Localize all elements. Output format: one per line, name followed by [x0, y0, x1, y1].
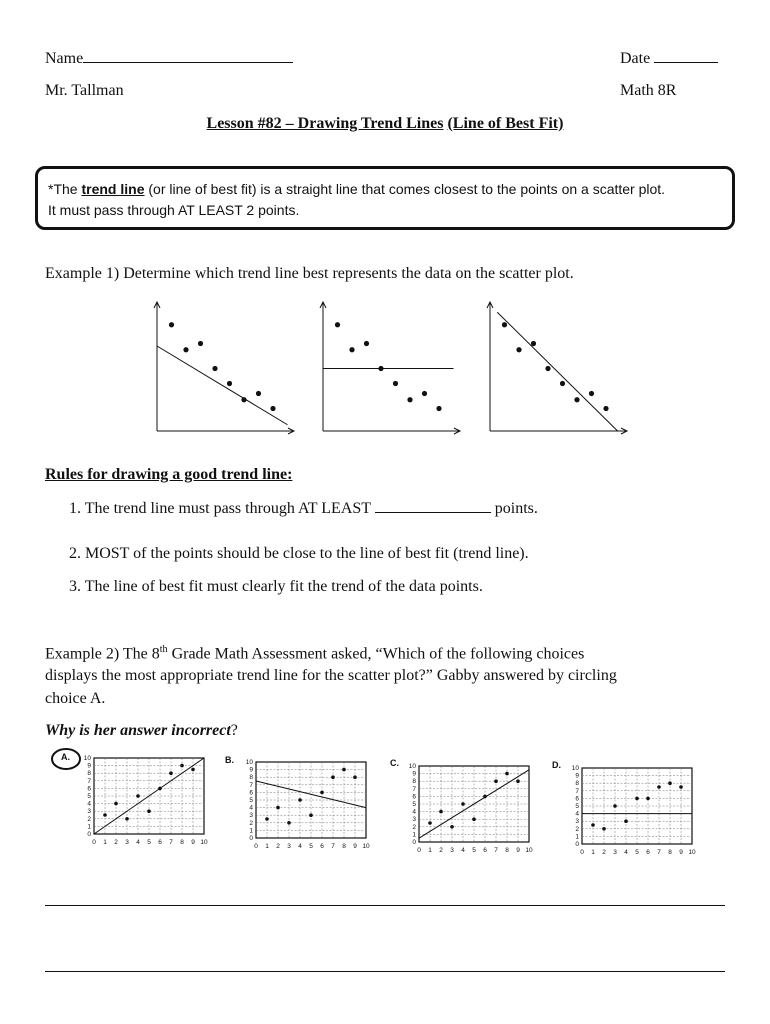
y-tick-label: 4: [412, 808, 416, 816]
y-tick-label: 2: [412, 823, 416, 831]
x-tick-label: 3: [125, 839, 129, 846]
data-point: [353, 775, 357, 779]
trend-line: [497, 312, 617, 431]
y-tick-label: 3: [87, 808, 91, 816]
y-tick-label: 3: [412, 816, 416, 824]
y-tick-label: 3: [249, 812, 253, 820]
x-tick-label: 2: [439, 847, 443, 854]
data-point: [298, 798, 302, 802]
y-tick-label: 2: [249, 819, 253, 827]
x-tick-label: 7: [494, 847, 498, 854]
data-point: [494, 779, 498, 783]
course-name: Math 8R: [620, 82, 677, 99]
x-tick-label: 8: [180, 839, 184, 846]
data-point: [265, 817, 269, 821]
x-tick-label: 7: [169, 839, 173, 846]
rule-1: [69, 498, 538, 518]
y-tick-label: 7: [87, 777, 91, 785]
data-point: [589, 391, 594, 396]
data-point: [335, 322, 340, 327]
choice-d-label: D.: [552, 760, 561, 770]
y-tick-label: 2: [575, 825, 579, 833]
x-tick-label: 5: [309, 843, 313, 850]
y-tick-label: 5: [575, 803, 579, 810]
question-mark: ?: [230, 722, 238, 739]
x-tick-label: 4: [461, 847, 465, 854]
data-point: [180, 764, 184, 768]
y-tick-label: 4: [575, 810, 579, 818]
data-point: [125, 817, 129, 821]
y-tick-label: 1: [249, 827, 253, 835]
x-tick-label: 1: [265, 843, 269, 850]
x-tick-label: 8: [668, 849, 672, 856]
y-tick-label: 9: [575, 772, 579, 780]
data-point: [287, 821, 291, 825]
x-tick-label: 9: [353, 843, 357, 850]
y-tick-label: 6: [87, 785, 91, 793]
data-point: [624, 819, 628, 823]
y-tick-label: 0: [412, 839, 416, 846]
data-point: [169, 771, 173, 775]
x-tick-label: 7: [331, 843, 335, 850]
x-tick-label: 9: [516, 847, 520, 854]
x-tick-label: 1: [103, 839, 107, 846]
x-tick-label: 2: [114, 839, 118, 846]
y-tick-label: 1: [87, 823, 91, 831]
x-tick-label: 1: [428, 847, 432, 854]
y-tick-label: 9: [249, 766, 253, 774]
x-tick-label: 5: [147, 839, 151, 846]
y-tick-label: 3: [575, 818, 579, 826]
data-point: [349, 347, 354, 352]
example2-line1: [45, 644, 584, 663]
rules-heading: [45, 466, 292, 484]
page-title: [0, 115, 770, 133]
x-tick-label: 2: [602, 849, 606, 856]
y-tick-label: 8: [575, 780, 579, 788]
y-tick-label: 9: [412, 770, 416, 778]
data-point: [668, 781, 672, 785]
x-tick-label: 3: [287, 843, 291, 850]
data-point: [103, 813, 107, 817]
x-tick-label: 0: [254, 843, 258, 850]
data-point: [378, 366, 383, 371]
data-point: [191, 768, 195, 772]
x-tick-label: 4: [624, 849, 628, 856]
data-point: [502, 322, 507, 327]
y-tick-label: 2: [87, 815, 91, 823]
data-point: [439, 810, 443, 814]
example1-plot-2: [321, 300, 466, 435]
data-point: [483, 795, 487, 799]
y-tick-label: 10: [83, 755, 91, 762]
date-label: Date: [620, 50, 651, 67]
y-tick-label: 8: [87, 770, 91, 778]
x-tick-label: 6: [158, 839, 162, 846]
data-point: [428, 821, 432, 825]
data-point: [603, 406, 608, 411]
y-tick-label: 9: [87, 762, 91, 770]
x-tick-label: 10: [362, 843, 370, 850]
x-tick-label: 10: [688, 849, 696, 856]
x-tick-label: 9: [679, 849, 683, 856]
answer-line-1[interactable]: [45, 905, 725, 906]
choice-c-plot: [405, 760, 535, 858]
x-tick-label: 8: [505, 847, 509, 854]
x-tick-label: 4: [136, 839, 140, 846]
x-tick-label: 0: [580, 849, 584, 856]
data-point: [331, 775, 335, 779]
data-point: [472, 817, 476, 821]
date-line: [620, 48, 718, 68]
y-tick-label: 10: [245, 759, 253, 766]
x-tick-label: 4: [298, 843, 302, 850]
choice-d-plot: [568, 762, 698, 860]
y-tick-label: 8: [249, 774, 253, 782]
data-point: [679, 785, 683, 789]
data-point: [646, 797, 650, 801]
data-point: [320, 791, 324, 795]
title-sub: (Line of Best Fit): [447, 115, 564, 132]
choice-a-label: A.: [61, 752, 70, 762]
data-point: [136, 794, 140, 798]
data-point: [560, 381, 565, 386]
data-point: [276, 806, 280, 810]
definition-box: [35, 166, 735, 230]
data-point: [635, 797, 639, 801]
data-point: [393, 381, 398, 386]
definition-line2: It must pass through AT LEAST 2 points.: [48, 202, 300, 218]
question-text: Why is her answer incorrect: [45, 722, 231, 739]
x-tick-label: 5: [472, 847, 476, 854]
data-point: [270, 406, 275, 411]
data-point: [364, 341, 369, 346]
data-point: [256, 391, 261, 396]
definition-text: [48, 179, 738, 221]
rule-1-blank[interactable]: [375, 498, 491, 513]
y-tick-label: 8: [412, 778, 416, 786]
y-tick-label: 7: [575, 787, 579, 795]
y-tick-label: 6: [412, 793, 416, 801]
data-point: [516, 779, 520, 783]
x-tick-label: 3: [613, 849, 617, 856]
y-tick-label: 0: [575, 841, 579, 848]
rule-3: 3. The line of best fit must clearly fit the trend of the data points.: [69, 578, 483, 595]
definition-prefix: *The: [48, 181, 82, 197]
y-tick-label: 10: [571, 765, 579, 772]
x-tick-label: 6: [646, 849, 650, 856]
x-tick-label: 5: [635, 849, 639, 856]
rule-1-text: 1. The trend line must pass through AT LEAST: [69, 500, 371, 517]
data-point: [505, 772, 509, 776]
y-tick-label: 5: [412, 801, 416, 808]
data-point: [422, 391, 427, 396]
x-tick-label: 8: [342, 843, 346, 850]
rule-1-suffix: points.: [494, 500, 538, 517]
x-tick-label: 10: [200, 839, 208, 846]
data-point: [613, 804, 617, 808]
x-tick-label: 3: [450, 847, 454, 854]
y-tick-label: 1: [575, 833, 579, 841]
data-point: [657, 785, 661, 789]
definition-line1: (or line of best fit) is a straight line that comes closest to the points on a scatter plot.: [144, 181, 666, 197]
example1-prompt: Example 1) Determine which trend line best represents the data on the scatter plot.: [45, 265, 574, 282]
rule-2: 2. MOST of the points should be close to the line of best fit (trend line).: [69, 545, 529, 562]
y-tick-label: 10: [408, 763, 416, 770]
data-point: [309, 813, 313, 817]
y-tick-label: 0: [87, 831, 91, 838]
x-tick-label: 6: [483, 847, 487, 854]
x-tick-label: 1: [591, 849, 595, 856]
data-point: [574, 397, 579, 402]
example2-sup: th: [159, 644, 168, 655]
x-tick-label: 7: [657, 849, 661, 856]
data-point: [436, 406, 441, 411]
x-tick-label: 9: [191, 839, 195, 846]
y-tick-label: 6: [249, 789, 253, 797]
name-blank[interactable]: [83, 48, 293, 63]
example2-line1-a: Example 2) The 8: [45, 645, 160, 663]
y-tick-label: 4: [87, 800, 91, 808]
data-point: [227, 381, 232, 386]
data-point: [461, 802, 465, 806]
y-tick-label: 7: [412, 785, 416, 793]
data-point: [516, 347, 521, 352]
y-tick-label: 5: [87, 793, 91, 800]
choice-a-plot: [80, 752, 210, 850]
rules-heading-text: Rules for drawing a good trend line:: [45, 466, 293, 483]
data-point: [342, 768, 346, 772]
teacher-name: Mr. Tallman: [45, 82, 124, 99]
data-point: [602, 827, 606, 831]
data-point: [545, 366, 550, 371]
example2-line3: choice A.: [45, 690, 106, 707]
data-point: [198, 341, 203, 346]
choice-b-plot: [242, 756, 372, 854]
choice-c-label: C.: [390, 758, 399, 768]
data-point: [212, 366, 217, 371]
example1-plot-1: [155, 300, 300, 435]
example2-line1-b: Grade Math Assessment asked, “Which of the following choices: [167, 645, 585, 663]
data-point: [591, 823, 595, 827]
name-label: Name: [45, 50, 84, 67]
y-tick-label: 4: [249, 804, 253, 812]
x-tick-label: 2: [276, 843, 280, 850]
choice-b-label: B.: [225, 755, 234, 765]
y-tick-label: 0: [249, 835, 253, 842]
x-tick-label: 10: [525, 847, 533, 854]
y-tick-label: 1: [412, 831, 416, 839]
definition-term: trend line: [81, 181, 145, 197]
example2-question: [45, 722, 238, 740]
title-main: Lesson #82 – Drawing Trend Lines: [206, 115, 444, 132]
data-point: [114, 802, 118, 806]
data-point: [407, 397, 412, 402]
data-point: [169, 322, 174, 327]
data-point: [531, 341, 536, 346]
example1-plot-3: [488, 300, 633, 435]
x-tick-label: 6: [320, 843, 324, 850]
data-point: [147, 809, 151, 813]
x-tick-label: 0: [92, 839, 96, 846]
data-point: [183, 347, 188, 352]
y-tick-label: 6: [575, 795, 579, 803]
trend-line: [157, 346, 288, 425]
data-point: [241, 397, 246, 402]
y-tick-label: 5: [249, 797, 253, 804]
x-tick-label: 0: [417, 847, 421, 854]
data-point: [158, 787, 162, 791]
y-tick-label: 7: [249, 781, 253, 789]
name-line: [45, 48, 293, 68]
answer-line-2[interactable]: [45, 971, 725, 972]
example2-line2: displays the most appropriate trend line for the scatter plot?” Gabby answered by circling: [45, 667, 617, 684]
date-blank[interactable]: [654, 48, 718, 63]
data-point: [450, 825, 454, 829]
